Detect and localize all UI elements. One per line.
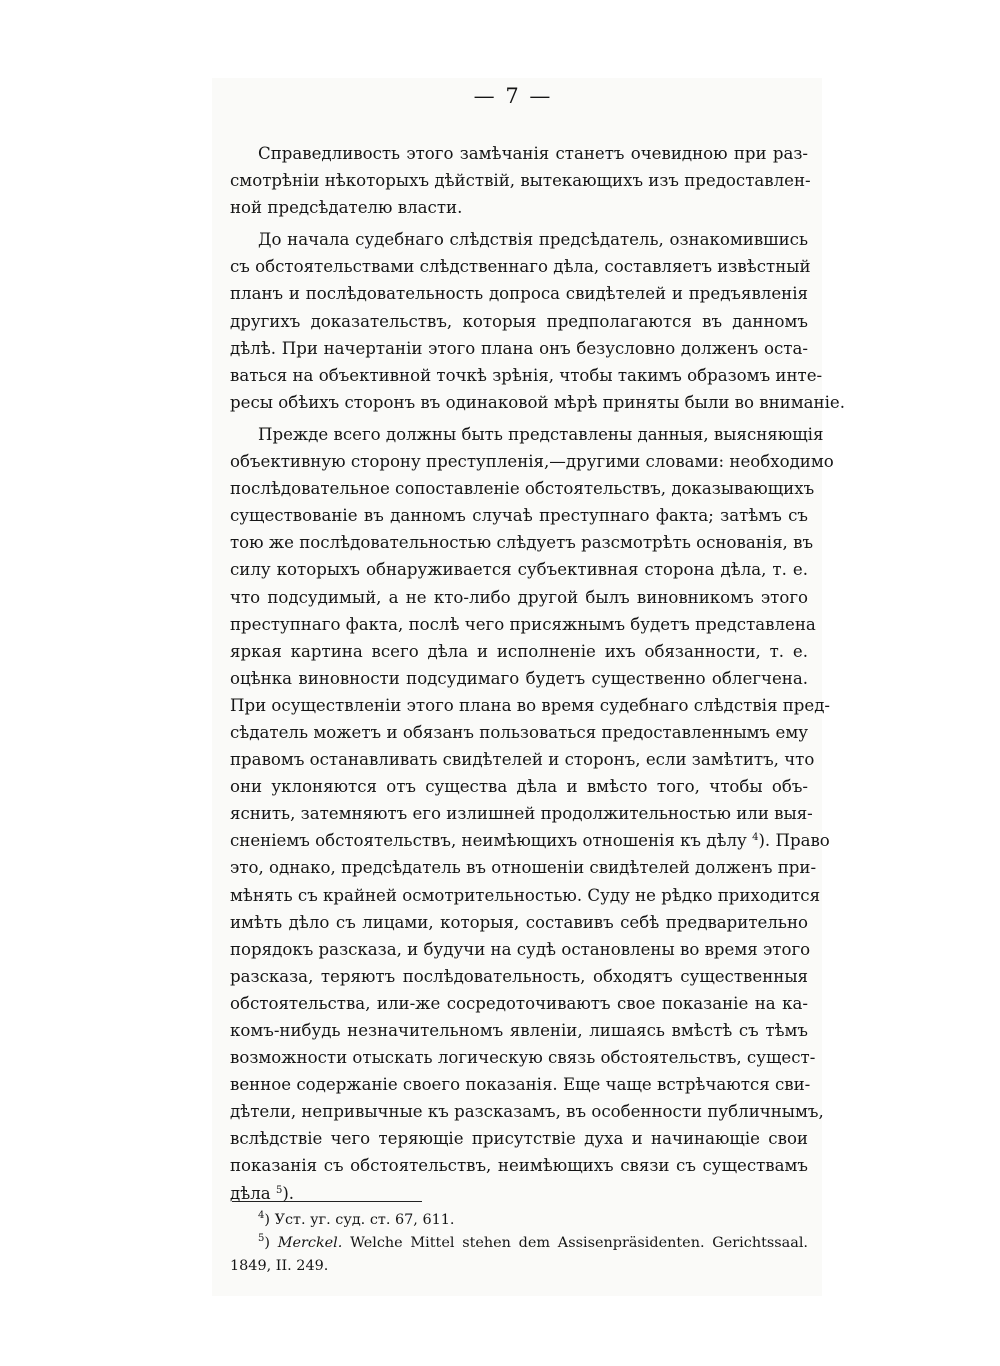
footnote-text: Welche Mittel stehen dem Assisenpräsidenten. Gerichtssaal. (350, 1235, 808, 1251)
text-line: тою же послѣдовательностью слѣдуетъ разсмотрѣть основанія, въ (230, 533, 814, 553)
text-line: послѣдовательное сопоставленіе обстоятельствъ, доказывающихъ (230, 479, 815, 499)
text-line: смотрѣніи нѣкоторыхъ дѣйствій, вытекающихъ изъ предоставлен- (230, 171, 811, 191)
text-line: это, однако, предсѣдатель въ отношеніи свидѣтелей долженъ при- (230, 858, 817, 878)
text-fragment: дѣла (230, 1183, 271, 1203)
body-text (230, 140, 845, 1207)
text-line: ваться на объективной точкѣ зрѣнія, чтобы такимъ образомъ инте- (230, 365, 823, 385)
text-line: порядокъ разсказа, и будучи на судѣ остановлены во время этого (230, 939, 811, 959)
text-line: силу которыхъ обнаруживается субъективная сторона дѣла, т. е. (230, 560, 808, 580)
text-line: они уклоняются отъ существа дѣла и вмѣсто того, чтобы объ- (230, 777, 808, 797)
text-line: яснить, затемняютъ его излишней продолжительностью или выя- (230, 804, 813, 824)
text-line: яркая картина всего дѣла и исполненіе ихъ обязанности, т. е. (230, 641, 808, 661)
text-line: При осуществленіи этого плана во время судебнаго слѣдствія пред- (230, 695, 831, 715)
footnote-paren: ) (264, 1235, 270, 1251)
text-line: объективную сторону преступленія,—другими словами: необходимо (230, 452, 834, 472)
text-line: возможности отыскать логическую связь обстоятельствъ, сущест- (230, 1048, 816, 1068)
footnote-text: ) Уст. уг. суд. ст. 67, 611. (264, 1212, 455, 1228)
text-line: венное содержаніе своего показанія. Еще чаще встрѣчаются сви- (230, 1075, 811, 1095)
text-line: Прежде всего должны быть представлены данныя, выясняющія (258, 424, 824, 444)
text-line: имѣть дѣло съ лицами, которыя, составивъ себѣ предварительно (230, 912, 808, 932)
footnote-divider (232, 1201, 422, 1202)
text-line: ной предсѣдателю власти. (230, 198, 463, 218)
text-line: правомъ останавливать свидѣтелей и сторонъ, если замѣтитъ, что (230, 750, 815, 770)
text-line: показанія съ обстоятельствъ, неимѣющихъ связи съ существамъ (230, 1156, 808, 1176)
footnote-ref-4[interactable]: 4 (752, 832, 759, 844)
text-line: Справедливость этого замѣчанія станетъ очевидною при раз- (258, 144, 808, 163)
footnote-5 (230, 1232, 808, 1255)
text-line: мѣнять съ крайней осмотрительностью. Суду не рѣдко приходится (230, 885, 821, 905)
text-line: дѣлѣ. При начертаніи этого плана онъ безусловно долженъ оста- (230, 338, 808, 358)
text-fragment: сненіемъ обстоятельствъ, неимѣющихъ отношенія къ дѣлу (230, 831, 747, 851)
text-line: оцѣнка виновности подсудимаго будетъ существенно облегчена. (230, 668, 808, 688)
text-line: планъ и послѣдовательность допроса свидѣтелей и предъявленія (230, 284, 808, 304)
footnotes (230, 1209, 808, 1278)
footnote-mark: 5 (258, 1233, 265, 1244)
text-line: ресы обѣихъ сторонъ въ одинаковой мѣрѣ приняты были во вниманіе. (230, 392, 845, 412)
text-line: дѣтели, непривычные къ разсказамъ, въ особенности публичнымъ, (230, 1102, 824, 1122)
footnote-4 (230, 1209, 808, 1232)
text-line: существованіе въ данномъ случаѣ преступнаго факта; затѣмъ съ (230, 506, 808, 526)
footnote-ref-5[interactable]: 5 (275, 1184, 283, 1196)
text-fragment: ). (282, 1183, 295, 1203)
text-line: съ обстоятельствами слѣдственнаго дѣла, составляетъ извѣстный (230, 257, 811, 277)
text-line: преступнаго факта, послѣ чего присяжнымъ будетъ представлена (230, 614, 816, 634)
text-line: сѣдатель можетъ и обязанъ пользоваться предоставленнымъ ему (230, 722, 808, 742)
text-line: другихъ доказательствъ, которыя предполагаются въ данномъ (230, 311, 808, 331)
text-line: обстоятельства, или-же сосредоточиваютъ свое показаніе на ка- (230, 993, 808, 1013)
page-number: — 7 — (473, 84, 553, 108)
footnote-5-continuation: 1849, II. 249. (230, 1258, 329, 1274)
footnote-author: Merckel. (277, 1235, 343, 1251)
text-line: комъ-нибудь незначительномъ явленіи, лишаясь вмѣстѣ съ тѣмъ (230, 1021, 808, 1040)
text-line: разсказа, теряютъ послѣдовательность, обходятъ существенныя (230, 966, 808, 986)
text-fragment: ). Право (758, 831, 830, 851)
footnote-mark: 4 (258, 1210, 265, 1221)
text-line: вслѣдствіе чего теряющіе присутствіе духа и начинающіе свои (230, 1129, 808, 1149)
text-line: До начала судебнаго слѣдствія предсѣдатель, ознакомившись (258, 230, 808, 250)
text-line-with-footnote-ref (230, 1180, 808, 1207)
text-line-with-footnote-ref (230, 827, 830, 854)
text-line: что подсудимый, а не кто-либо другой былъ виновникомъ этого (230, 587, 808, 607)
